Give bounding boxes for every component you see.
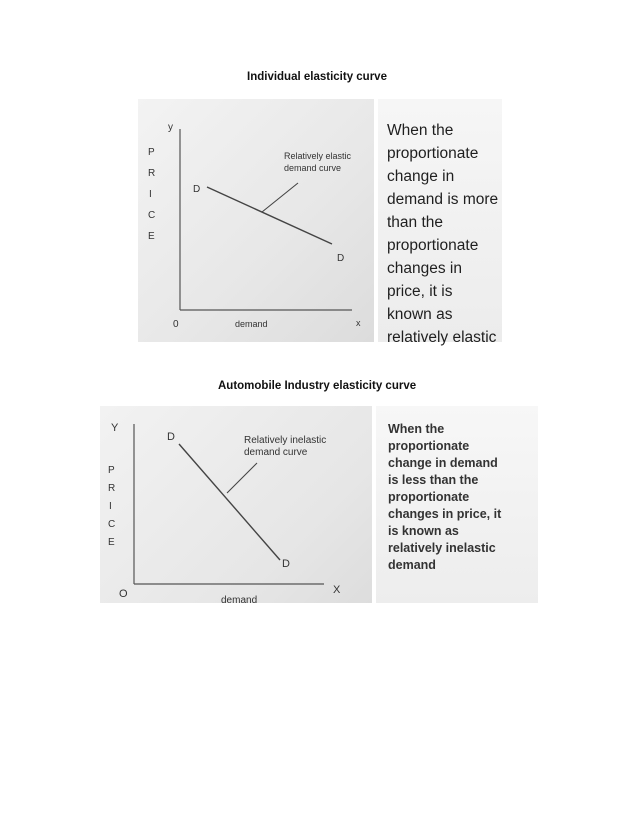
elastic-annotation-pointer — [262, 183, 298, 212]
elastic-note-panel — [378, 99, 502, 346]
elastic-annotation-line2: demand curve — [284, 163, 342, 173]
figure1-caption: Individual elasticity curve — [247, 71, 387, 83]
elastic-price-letter-i: I — [149, 189, 152, 200]
inelastic-annotation-line1: Relatively inelastic — [244, 435, 327, 446]
elastic-origin-label: 0 — [173, 319, 179, 330]
inelastic-chart-svg — [100, 406, 372, 606]
inelastic-y-axis-label: Y — [111, 422, 119, 434]
figure2-caption: Automobile Industry elasticity curve — [218, 380, 417, 392]
inelastic-figure — [100, 406, 538, 606]
elastic-curve-end-label: D — [337, 253, 345, 264]
inelastic-x-title: demand — [221, 595, 258, 606]
elastic-curve-start-label: D — [193, 184, 201, 195]
inelastic-curve-start-label: D — [167, 431, 175, 443]
inelastic-annotation-line2: demand curve — [244, 447, 308, 458]
elastic-price-letter-c: C — [148, 210, 156, 221]
inelastic-note-panel — [376, 406, 538, 603]
inelastic-price-letter-c: C — [108, 519, 116, 530]
elastic-x-title: demand — [235, 319, 268, 329]
elastic-x-axis-label: x — [356, 318, 361, 328]
inelastic-definition-text: When the proportionate change in demand is less than the proportionate changes in price, it is known as relatively inelastic demand — [388, 422, 502, 572]
inelastic-x-axis-label: X — [333, 584, 341, 596]
inelastic-price-letter-i: I — [109, 501, 112, 512]
elastic-definition-text: When the proportionate change in demand is more than the proportionate changes in price, it is known as relatively elastic — [387, 122, 499, 346]
elastic-chart-panel — [138, 99, 374, 342]
elastic-y-axis-label: y — [168, 122, 173, 133]
elastic-price-letter-e: E — [148, 231, 155, 242]
elastic-demand-curve — [207, 187, 332, 244]
inelastic-curve-end-label: D — [282, 558, 290, 570]
inelastic-annotation-pointer — [227, 463, 257, 493]
elastic-figure — [138, 99, 502, 346]
elastic-annotation-line1: Relatively elastic — [284, 151, 352, 161]
inelastic-origin-label: O — [119, 588, 128, 600]
elastic-price-letter-r: R — [148, 168, 156, 179]
inelastic-demand-curve — [179, 444, 280, 560]
inelastic-price-letter-r: R — [108, 483, 116, 494]
elastic-price-letter-p: P — [148, 147, 155, 158]
elastic-chart-svg — [138, 99, 374, 342]
inelastic-chart-panel — [100, 406, 372, 606]
inelastic-price-letter-e: E — [108, 537, 115, 548]
inelastic-price-letter-p: P — [108, 465, 115, 476]
